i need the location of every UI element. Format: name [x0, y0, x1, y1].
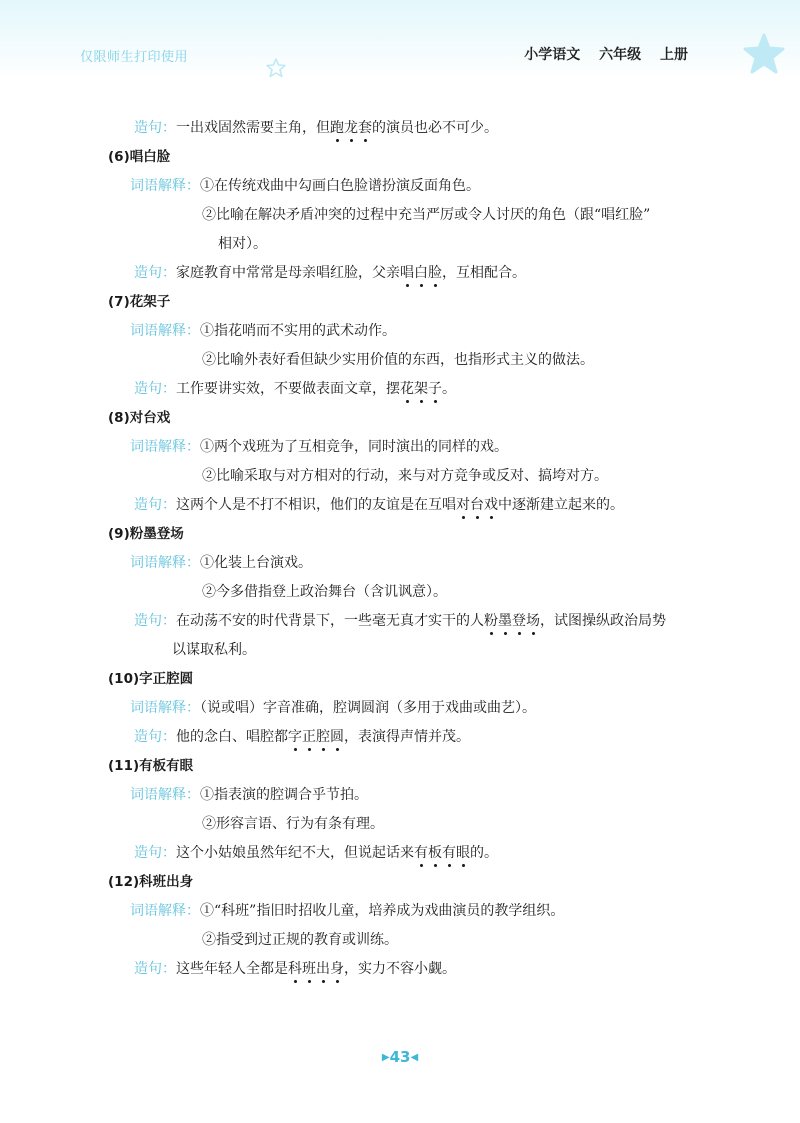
definition-text: ①在传统戏曲中勾画白色脸谱扮演反面角色。	[200, 178, 480, 194]
example-text: 在动荡不安的时代背景下，一些毫无真才实干的人	[176, 613, 484, 629]
example-sentence	[134, 491, 740, 520]
definition-text: ①化装上台演戏。	[200, 555, 312, 571]
example-text: 这两个人是不打不相识，他们的友谊是在互唱	[176, 497, 456, 513]
example-label: 造句：	[134, 961, 176, 977]
small-star-icon	[266, 58, 286, 78]
definition-text: （说或唱）字音准确，腔调圆润（多用于戏曲或曲艺）。	[200, 700, 536, 716]
book-info	[524, 44, 688, 64]
continuation-line: ②比喻在解决矛盾冲突的过程中充当严厉或令人讨厌的角色（跟“唱红脸”	[202, 207, 651, 223]
emphasized-term	[484, 613, 540, 629]
example-sentence	[134, 375, 740, 404]
emphasis-char: 班	[302, 955, 316, 984]
emphasis-char: 台	[470, 491, 484, 520]
entry-heading: (12)科班出身	[108, 874, 194, 890]
definition-text: ①指表演的腔调合乎节拍。	[200, 787, 368, 803]
definition-text: ①指花哨而不实用的武术动作。	[200, 323, 396, 339]
example-text: 这些年轻人全都是	[176, 961, 288, 977]
emphasis-char: 套	[358, 114, 372, 143]
definition-line	[130, 172, 740, 201]
continuation-line: ②比喻采取与对方相对的行动，来与对方竞争或反对、搞垮对方。	[202, 468, 608, 484]
emphasis-char: 字	[288, 723, 302, 752]
example-text: ，互相配合。	[442, 265, 526, 281]
emphasized-term	[414, 845, 470, 861]
example-sentence	[134, 259, 740, 288]
definition-label: 词语解释：	[130, 439, 200, 455]
page-number	[0, 1048, 800, 1066]
definition-line	[130, 433, 740, 462]
example-label: 造句：	[134, 120, 176, 136]
example-text: 的演员也必不可少。	[372, 120, 498, 136]
emphasized-term	[400, 265, 442, 281]
emphasis-char: 唱	[400, 259, 414, 288]
definition-line	[130, 317, 740, 346]
continuation-line: ②指受到过正规的教育或训练。	[202, 932, 398, 948]
emphasis-char: 白	[414, 259, 428, 288]
emphasis-char: 腔	[316, 723, 330, 752]
emphasis-char: 粉	[484, 607, 498, 636]
entry-heading: (10)字正腔圆	[108, 671, 194, 687]
entry-heading: (11)有板有眼	[108, 758, 194, 774]
definition-label: 词语解释：	[130, 903, 200, 919]
example-label: 造句：	[134, 497, 176, 513]
example-sentence	[134, 955, 740, 984]
right-arrow-icon: ◀	[410, 1052, 419, 1063]
emphasized-term	[400, 381, 442, 397]
example-label: 造句：	[134, 381, 176, 397]
emphasis-char: 身	[330, 955, 344, 984]
entry-heading: (7)花架子	[108, 294, 171, 310]
volume: 上册	[660, 47, 688, 63]
emphasis-char: 登	[512, 607, 526, 636]
example-text: 。	[442, 381, 456, 397]
example-text: 工作要讲实效，不要做表面文章，摆	[176, 381, 400, 397]
header-band	[0, 0, 800, 78]
emphasis-char: 龙	[344, 114, 358, 143]
emphasized-term	[456, 497, 498, 513]
example-label: 造句：	[134, 845, 176, 861]
emphasis-char: 子	[428, 375, 442, 404]
emphasis-char: 脸	[428, 259, 442, 288]
definition-line	[130, 549, 740, 578]
definition-text: ①“科班”指旧时招收儿童，培养成为戏曲演员的教学组织。	[200, 903, 565, 919]
example-sentence	[134, 723, 740, 752]
example-text: 他的念白、唱腔都	[176, 729, 288, 745]
star-decoration-icon	[742, 32, 786, 76]
emphasis-char: 戏	[484, 491, 498, 520]
print-notice: 仅限师生打印使用	[80, 50, 189, 65]
example-text: ，实力不容小觑。	[344, 961, 456, 977]
emphasis-char: 科	[288, 955, 302, 984]
continuation-line: ②比喻外表好看但缺少实用价值的东西，也指形式主义的做法。	[202, 352, 594, 368]
emphasis-char: 对	[456, 491, 470, 520]
example-text: 中逐渐建立起来的。	[498, 497, 624, 513]
emphasis-char: 场	[526, 607, 540, 636]
definition-line	[130, 781, 740, 810]
definition-label: 词语解释：	[130, 323, 200, 339]
definition-label: 词语解释：	[130, 555, 200, 571]
example-text: ，试图操纵政治局势	[540, 613, 666, 629]
definition-label: 词语解释：	[130, 178, 200, 194]
emphasis-char: 圆	[330, 723, 344, 752]
example-text: 这个小姑娘虽然年纪不大，但说起话来	[176, 845, 414, 861]
emphasis-char: 架	[414, 375, 428, 404]
left-arrow-icon: ▶	[381, 1052, 390, 1063]
subject: 小学语文	[524, 47, 581, 63]
emphasis-char: 出	[316, 955, 330, 984]
example-text: ，表演得声情并茂。	[344, 729, 470, 745]
definition-label: 词语解释：	[130, 700, 200, 716]
definition-text: ①两个戏班为了互相竞争，同时演出的同样的戏。	[200, 439, 508, 455]
grade: 六年级	[599, 47, 642, 63]
definition-line	[130, 897, 740, 926]
definition-line	[130, 694, 740, 723]
example-label: 造句：	[134, 265, 176, 281]
emphasis-char: 有	[442, 839, 456, 868]
continuation-line: ②今多借指登上政治舞台（含讥讽意）。	[202, 584, 447, 600]
vocabulary-content	[100, 114, 740, 984]
continuation-line: 相对）。	[218, 236, 267, 252]
emphasis-char: 墨	[498, 607, 512, 636]
emphasized-term	[330, 120, 372, 136]
entry-heading: (9)粉墨登场	[108, 526, 184, 542]
emphasis-char: 板	[428, 839, 442, 868]
definition-label: 词语解释：	[130, 787, 200, 803]
entry-heading: (8)对台戏	[108, 410, 171, 426]
emphasis-char: 正	[302, 723, 316, 752]
emphasized-term	[288, 729, 344, 745]
emphasized-term	[288, 961, 344, 977]
example-sentence	[134, 607, 740, 636]
emphasis-char: 眼	[456, 839, 470, 868]
emphasis-char: 花	[400, 375, 414, 404]
example-sentence	[134, 114, 740, 143]
continuation-line: ②形容言语、行为有条有理。	[202, 816, 384, 832]
example-text: 家庭教育中常常是母亲唱红脸，父亲	[176, 265, 400, 281]
example-text: 的。	[470, 845, 498, 861]
example-label: 造句：	[134, 729, 176, 745]
entry-heading: (6)唱白脸	[108, 149, 171, 165]
example-text: 一出戏固然需要主角，但	[176, 120, 330, 136]
emphasis-char: 跑	[330, 114, 344, 143]
continuation-line: 以谋取私利。	[172, 642, 256, 658]
emphasis-char: 有	[414, 839, 428, 868]
example-sentence	[134, 839, 740, 868]
page-number-value: 43	[389, 1048, 411, 1066]
example-label: 造句：	[134, 613, 176, 629]
